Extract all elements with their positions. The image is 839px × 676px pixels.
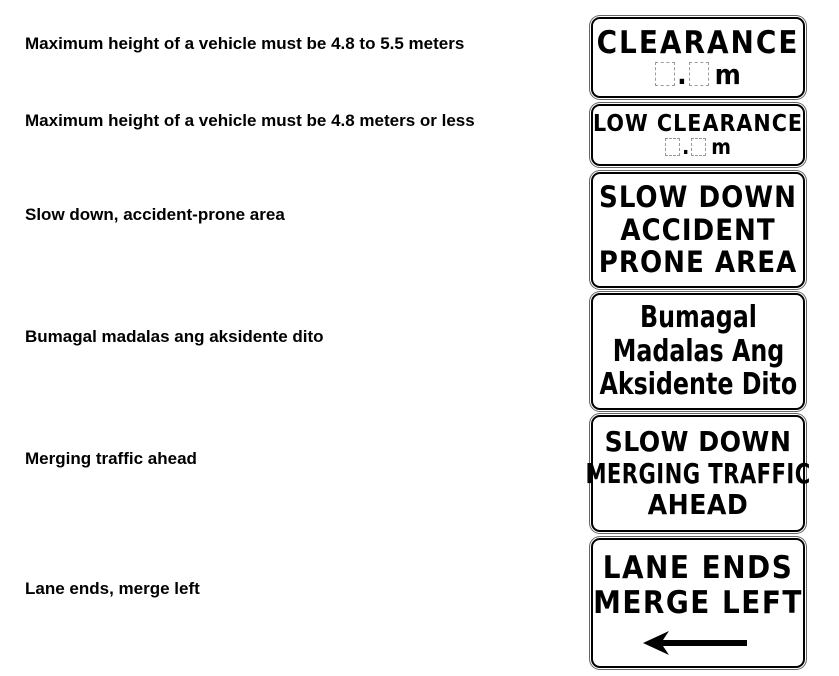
sign-tagalog <box>591 293 805 410</box>
sign-low-clearance-value: . m <box>665 137 731 158</box>
sign-line-1: SLOW DOWN <box>604 425 792 459</box>
sign-clearance-title: CLEARANCE <box>596 25 800 62</box>
sign-low-clearance <box>591 104 805 166</box>
height-decimal-placeholder <box>691 138 706 156</box>
row-label-tagalog: Bumagal madalas ang aksidente dito <box>25 327 324 346</box>
row-label-lane-ends: Lane ends, merge left <box>25 579 200 598</box>
sign-clearance-value: . m <box>655 61 741 89</box>
sign-line-2: Madalas Ang <box>612 333 784 369</box>
row-label-clearance: Maximum height of a vehicle must be 4.8 to 5.5 meters <box>25 34 465 53</box>
sign-line-3: PRONE AREA <box>598 245 798 280</box>
sign-lane-ends <box>591 538 805 668</box>
sign-line-3: Aksidente Dito <box>599 367 797 403</box>
sign-line-1: Bumagal <box>639 300 757 336</box>
row-label-low-clearance: Maximum height of a vehicle must be 4.8 meters or less <box>25 111 475 130</box>
arrow-left-icon <box>643 631 753 655</box>
height-decimal-placeholder <box>689 62 709 86</box>
sign-line-2: ACCIDENT <box>620 212 776 247</box>
sign-line-1: SLOW DOWN <box>599 180 797 215</box>
sign-accident-prone <box>591 172 805 288</box>
height-digit-placeholder <box>655 62 675 86</box>
sign-line-2: MERGING TRAFFIC <box>585 456 811 490</box>
sign-merging-traffic <box>585 415 811 532</box>
sign-line-3: AHEAD <box>647 488 749 522</box>
height-digit-placeholder <box>665 138 680 156</box>
sign-low-clearance-unit: m <box>711 134 731 159</box>
sign-clearance-unit: m <box>714 57 741 91</box>
sign-low-clearance-title: LOW CLEARANCE <box>592 111 804 138</box>
sign-clearance <box>591 17 805 98</box>
row-label-merging-traffic: Merging traffic ahead <box>25 449 197 468</box>
sign-line-2: MERGE LEFT <box>593 585 803 621</box>
sign-line-1: LANE ENDS <box>602 550 794 587</box>
row-label-accident-prone: Slow down, accident-prone area <box>25 205 285 224</box>
